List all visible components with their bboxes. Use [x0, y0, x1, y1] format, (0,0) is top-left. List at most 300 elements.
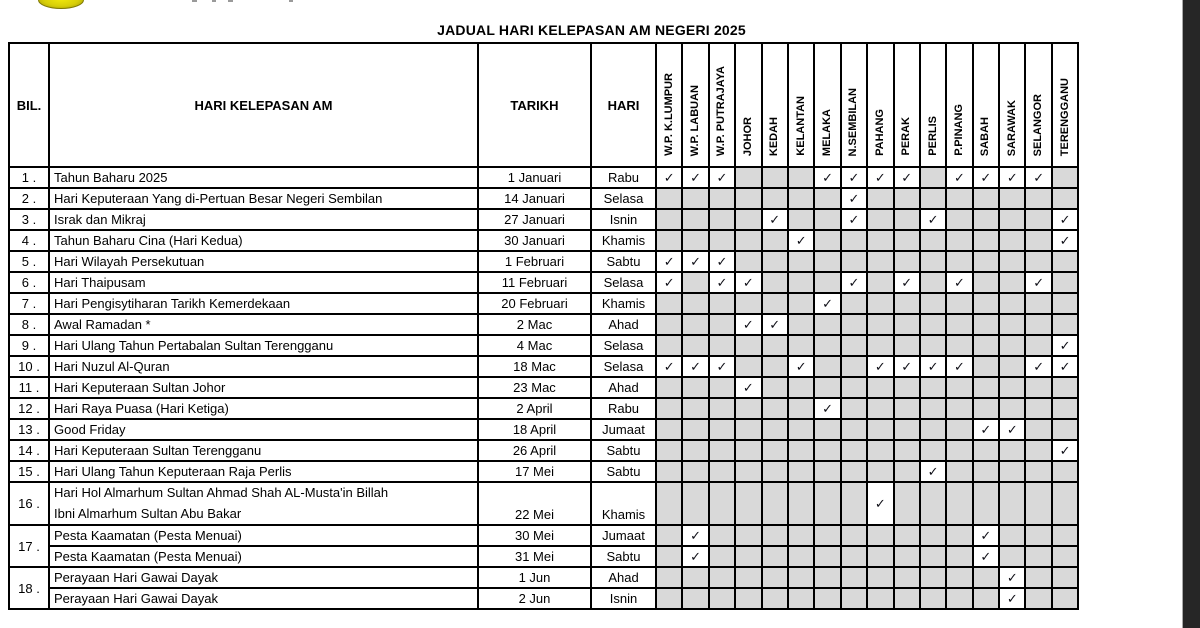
empty-cell-terengganu: [1052, 398, 1078, 419]
column-header-perak: [894, 43, 920, 167]
date-cell: 26 April: [478, 440, 591, 461]
check-cell-sabah: ✓: [973, 167, 999, 188]
date-cell: 1 Februari: [478, 251, 591, 272]
empty-cell-sarawak: [999, 314, 1025, 335]
empty-cell-kedah: [762, 188, 788, 209]
empty-cell-melaka: [814, 482, 840, 525]
empty-cell-pahang: [867, 461, 893, 482]
day-cell: Sabtu: [591, 251, 656, 272]
empty-cell-w-p-labuan: [682, 419, 708, 440]
empty-cell-terengganu: [1052, 167, 1078, 188]
column-header-w-p-labuan: [682, 43, 708, 167]
empty-cell-sarawak: [999, 461, 1025, 482]
holiday-table-wrapper: [8, 42, 1079, 610]
empty-cell-sabah: [973, 272, 999, 293]
empty-cell-pahang: [867, 188, 893, 209]
bil-cell: 7 .: [9, 293, 49, 314]
empty-cell-p-pinang: [946, 461, 972, 482]
check-cell-johor: ✓: [735, 377, 761, 398]
check-cell-terengganu: ✓: [1052, 335, 1078, 356]
empty-cell-terengganu: [1052, 419, 1078, 440]
crest-logo-fragment: [38, 0, 84, 9]
empty-cell-perak: [894, 482, 920, 525]
check-cell-melaka: ✓: [814, 293, 840, 314]
table-row: [9, 209, 1078, 230]
empty-cell-sabah: [973, 230, 999, 251]
empty-cell-kedah: [762, 482, 788, 525]
empty-cell-perak: [894, 314, 920, 335]
holiday-name-cell: Pesta Kaamatan (Pesta Menuai): [49, 525, 478, 546]
check-cell-w-p-labuan: ✓: [682, 167, 708, 188]
empty-cell-selangor: [1025, 293, 1051, 314]
empty-cell-kedah: [762, 461, 788, 482]
empty-cell-p-pinang: [946, 188, 972, 209]
empty-cell-perak: [894, 525, 920, 546]
empty-cell-melaka: [814, 230, 840, 251]
holiday-name-cell: Perayaan Hari Gawai Dayak: [49, 567, 478, 588]
empty-cell-perak: [894, 209, 920, 230]
window-edge-scrollbar[interactable]: [1182, 0, 1200, 628]
check-cell-sarawak: ✓: [999, 588, 1025, 609]
empty-cell-w-p-labuan: [682, 188, 708, 209]
day-cell: Isnin: [591, 209, 656, 230]
empty-cell-p-pinang: [946, 525, 972, 546]
bil-cell: 15 .: [9, 461, 49, 482]
check-cell-p-pinang: ✓: [946, 272, 972, 293]
empty-cell-p-pinang: [946, 230, 972, 251]
empty-cell-sabah: [973, 588, 999, 609]
empty-cell-w-p-putrajaya: [709, 440, 735, 461]
empty-cell-w-p-k-lumpur: [656, 335, 682, 356]
check-cell-sabah: ✓: [973, 546, 999, 567]
bil-cell: 5 .: [9, 251, 49, 272]
check-cell-sabah: ✓: [973, 419, 999, 440]
empty-cell-kelantan: [788, 440, 814, 461]
check-cell-w-p-labuan: ✓: [682, 356, 708, 377]
empty-cell-terengganu: [1052, 293, 1078, 314]
empty-cell-kedah: [762, 546, 788, 567]
day-cell: Selasa: [591, 272, 656, 293]
empty-cell-perlis: [920, 525, 946, 546]
empty-cell-w-p-putrajaya: [709, 482, 735, 525]
empty-cell-kelantan: [788, 314, 814, 335]
empty-cell-sarawak: [999, 251, 1025, 272]
state-label: TERENGGANU: [1058, 77, 1071, 156]
empty-cell-johor: [735, 335, 761, 356]
empty-cell-perlis: [920, 272, 946, 293]
check-cell-terengganu: ✓: [1052, 356, 1078, 377]
column-header-hari-kelepasan-am: HARI KELEPASAN AM: [49, 43, 478, 167]
bil-cell: 10 .: [9, 356, 49, 377]
empty-cell-terengganu: [1052, 188, 1078, 209]
empty-cell-selangor: [1025, 251, 1051, 272]
empty-cell-kelantan: [788, 167, 814, 188]
empty-cell-johor: [735, 209, 761, 230]
empty-cell-selangor: [1025, 482, 1051, 525]
holiday-name-cell: Tahun Baharu 2025: [49, 167, 478, 188]
check-cell-w-p-k-lumpur: ✓: [656, 251, 682, 272]
empty-cell-w-p-labuan: [682, 293, 708, 314]
empty-cell-johor: [735, 440, 761, 461]
empty-cell-kelantan: [788, 188, 814, 209]
check-cell-kelantan: ✓: [788, 356, 814, 377]
empty-cell-johor: [735, 567, 761, 588]
empty-cell-w-p-putrajaya: [709, 419, 735, 440]
column-header-w-p-putrajaya: [709, 43, 735, 167]
empty-cell-pahang: [867, 209, 893, 230]
table-row: [9, 377, 1078, 398]
empty-cell-p-pinang: [946, 314, 972, 335]
date-cell: 2 Jun: [478, 588, 591, 609]
holiday-name-cell: Awal Ramadan *: [49, 314, 478, 335]
empty-cell-p-pinang: [946, 209, 972, 230]
empty-cell-sabah: [973, 461, 999, 482]
holiday-name-line: Ibni Almarhum Sultan Abu Bakar: [54, 505, 242, 521]
empty-cell-melaka: [814, 440, 840, 461]
holiday-name-cell: Hari Nuzul Al-Quran: [49, 356, 478, 377]
empty-cell-kedah: [762, 525, 788, 546]
cropped-text-fragment: [289, 0, 293, 2]
empty-cell-kelantan: [788, 419, 814, 440]
empty-cell-n-sembilan: [841, 440, 867, 461]
empty-cell-sarawak: [999, 440, 1025, 461]
table-row: [9, 272, 1078, 293]
day-cell: Ahad: [591, 314, 656, 335]
empty-cell-perak: [894, 188, 920, 209]
empty-cell-perlis: [920, 419, 946, 440]
check-cell-pahang: ✓: [867, 167, 893, 188]
empty-cell-kedah: [762, 398, 788, 419]
empty-cell-terengganu: [1052, 461, 1078, 482]
empty-cell-w-p-labuan: [682, 314, 708, 335]
empty-cell-melaka: [814, 377, 840, 398]
empty-cell-w-p-labuan: [682, 398, 708, 419]
empty-cell-n-sembilan: [841, 335, 867, 356]
empty-cell-sarawak: [999, 272, 1025, 293]
date-cell: 27 Januari: [478, 209, 591, 230]
holiday-name-cell: Pesta Kaamatan (Pesta Menuai): [49, 546, 478, 567]
column-header-w-p-k-lumpur: [656, 43, 682, 167]
empty-cell-perak: [894, 251, 920, 272]
empty-cell-terengganu: [1052, 546, 1078, 567]
empty-cell-w-p-labuan: [682, 588, 708, 609]
empty-cell-kedah: [762, 167, 788, 188]
bil-cell: 17 .: [9, 525, 49, 567]
empty-cell-n-sembilan: [841, 567, 867, 588]
empty-cell-sabah: [973, 314, 999, 335]
column-header-melaka: [814, 43, 840, 167]
empty-cell-perak: [894, 567, 920, 588]
empty-cell-w-p-putrajaya: [709, 398, 735, 419]
state-label: MELAKA: [821, 108, 834, 156]
state-label: PERLIS: [926, 116, 939, 156]
check-cell-sabah: ✓: [973, 525, 999, 546]
empty-cell-w-p-k-lumpur: [656, 567, 682, 588]
empty-cell-kelantan: [788, 461, 814, 482]
holiday-table: [8, 42, 1079, 610]
empty-cell-kedah: [762, 440, 788, 461]
date-cell: 22 Mei: [478, 482, 591, 525]
empty-cell-w-p-labuan: [682, 567, 708, 588]
column-header-sarawak: [999, 43, 1025, 167]
empty-cell-pahang: [867, 272, 893, 293]
empty-cell-johor: [735, 188, 761, 209]
date-cell: 4 Mac: [478, 335, 591, 356]
empty-cell-w-p-k-lumpur: [656, 209, 682, 230]
empty-cell-perlis: [920, 293, 946, 314]
empty-cell-perak: [894, 230, 920, 251]
empty-cell-w-p-k-lumpur: [656, 419, 682, 440]
date-cell: 17 Mei: [478, 461, 591, 482]
empty-cell-w-p-labuan: [682, 209, 708, 230]
empty-cell-kelantan: [788, 293, 814, 314]
empty-cell-kedah: [762, 251, 788, 272]
empty-cell-melaka: [814, 209, 840, 230]
empty-cell-w-p-k-lumpur: [656, 293, 682, 314]
date-cell: 18 Mac: [478, 356, 591, 377]
day-cell: Khamis: [591, 230, 656, 251]
empty-cell-johor: [735, 546, 761, 567]
empty-cell-n-sembilan: [841, 398, 867, 419]
check-cell-melaka: ✓: [814, 398, 840, 419]
empty-cell-johor: [735, 398, 761, 419]
column-header-p-pinang: [946, 43, 972, 167]
check-cell-perlis: ✓: [920, 356, 946, 377]
empty-cell-sarawak: [999, 377, 1025, 398]
empty-cell-kedah: [762, 567, 788, 588]
empty-cell-sarawak: [999, 293, 1025, 314]
table-row: [9, 482, 1078, 525]
table-row: [9, 461, 1078, 482]
bil-cell: 18 .: [9, 567, 49, 609]
date-cell: 18 April: [478, 419, 591, 440]
check-cell-terengganu: ✓: [1052, 230, 1078, 251]
day-cell: Ahad: [591, 377, 656, 398]
table-row: [9, 419, 1078, 440]
empty-cell-p-pinang: [946, 440, 972, 461]
empty-cell-pahang: [867, 293, 893, 314]
empty-cell-pahang: [867, 546, 893, 567]
empty-cell-w-p-labuan: [682, 230, 708, 251]
empty-cell-w-p-putrajaya: [709, 230, 735, 251]
date-cell: 23 Mac: [478, 377, 591, 398]
check-cell-selangor: ✓: [1025, 167, 1051, 188]
empty-cell-selangor: [1025, 419, 1051, 440]
empty-cell-kelantan: [788, 525, 814, 546]
empty-cell-kedah: [762, 293, 788, 314]
table-row: [9, 546, 1078, 567]
bil-cell: 16 .: [9, 482, 49, 525]
bil-cell: 4 .: [9, 230, 49, 251]
bil-cell: 8 .: [9, 314, 49, 335]
table-row: [9, 440, 1078, 461]
empty-cell-sarawak: [999, 546, 1025, 567]
holiday-name-cell: Israk dan Mikraj: [49, 209, 478, 230]
day-cell: Selasa: [591, 188, 656, 209]
date-cell: 30 Januari: [478, 230, 591, 251]
check-cell-sarawak: ✓: [999, 567, 1025, 588]
empty-cell-sarawak: [999, 230, 1025, 251]
day-cell: Selasa: [591, 356, 656, 377]
check-cell-n-sembilan: ✓: [841, 272, 867, 293]
empty-cell-melaka: [814, 356, 840, 377]
state-label: PAHANG: [873, 109, 886, 156]
day-cell: Jumaat: [591, 525, 656, 546]
empty-cell-sabah: [973, 398, 999, 419]
empty-cell-perak: [894, 377, 920, 398]
table-row: [9, 588, 1078, 609]
check-cell-melaka: ✓: [814, 167, 840, 188]
date-cell: 1 Jun: [478, 567, 591, 588]
bil-cell: 13 .: [9, 419, 49, 440]
date-cell: 2 Mac: [478, 314, 591, 335]
empty-cell-p-pinang: [946, 588, 972, 609]
empty-cell-w-p-putrajaya: [709, 293, 735, 314]
bil-cell: 3 .: [9, 209, 49, 230]
empty-cell-w-p-labuan: [682, 335, 708, 356]
bil-cell: 6 .: [9, 272, 49, 293]
empty-cell-pahang: [867, 230, 893, 251]
empty-cell-pahang: [867, 588, 893, 609]
empty-cell-sarawak: [999, 188, 1025, 209]
check-cell-w-p-putrajaya: ✓: [709, 272, 735, 293]
empty-cell-johor: [735, 293, 761, 314]
empty-cell-kelantan: [788, 546, 814, 567]
check-cell-perlis: ✓: [920, 209, 946, 230]
empty-cell-n-sembilan: [841, 525, 867, 546]
holiday-name-cell: Perayaan Hari Gawai Dayak: [49, 588, 478, 609]
empty-cell-p-pinang: [946, 419, 972, 440]
empty-cell-johor: [735, 461, 761, 482]
state-label: W.P. K.LUMPUR: [662, 73, 675, 156]
empty-cell-w-p-putrajaya: [709, 188, 735, 209]
empty-cell-terengganu: [1052, 567, 1078, 588]
empty-cell-sabah: [973, 293, 999, 314]
day-cell: Sabtu: [591, 546, 656, 567]
empty-cell-perlis: [920, 440, 946, 461]
bil-cell: 12 .: [9, 398, 49, 419]
empty-cell-sabah: [973, 377, 999, 398]
holiday-name-cell: Hari Keputeraan Sultan Johor: [49, 377, 478, 398]
empty-cell-pahang: [867, 398, 893, 419]
empty-cell-johor: [735, 482, 761, 525]
empty-cell-w-p-k-lumpur: [656, 546, 682, 567]
empty-cell-kedah: [762, 230, 788, 251]
column-header-hari: HARI: [591, 43, 656, 167]
column-header-selangor: [1025, 43, 1051, 167]
state-label: N.SEMBILAN: [847, 87, 860, 156]
empty-cell-selangor: [1025, 230, 1051, 251]
cropped-text-fragment: [228, 0, 233, 2]
empty-cell-perak: [894, 398, 920, 419]
date-cell: 11 Februari: [478, 272, 591, 293]
date-cell: 20 Februari: [478, 293, 591, 314]
state-label: W.P. PUTRAJAYA: [715, 65, 728, 156]
holiday-name-cell: Tahun Baharu Cina (Hari Kedua): [49, 230, 478, 251]
day-cell: Sabtu: [591, 461, 656, 482]
empty-cell-perak: [894, 461, 920, 482]
empty-cell-n-sembilan: [841, 461, 867, 482]
empty-cell-sabah: [973, 251, 999, 272]
empty-cell-w-p-k-lumpur: [656, 188, 682, 209]
empty-cell-melaka: [814, 461, 840, 482]
state-label: KEDAH: [768, 116, 781, 156]
empty-cell-p-pinang: [946, 251, 972, 272]
date-cell: 31 Mei: [478, 546, 591, 567]
empty-cell-johor: [735, 588, 761, 609]
table-row: [9, 335, 1078, 356]
empty-cell-perlis: [920, 482, 946, 525]
holiday-name-cell: Hari Wilayah Persekutuan: [49, 251, 478, 272]
day-cell: Khamis: [591, 293, 656, 314]
page-title: JADUAL HARI KELEPASAN AM NEGERI 2025: [437, 22, 746, 38]
empty-cell-w-p-k-lumpur: [656, 482, 682, 525]
empty-cell-sabah: [973, 482, 999, 525]
empty-cell-selangor: [1025, 588, 1051, 609]
empty-cell-terengganu: [1052, 588, 1078, 609]
empty-cell-melaka: [814, 314, 840, 335]
check-cell-p-pinang: ✓: [946, 356, 972, 377]
empty-cell-kedah: [762, 377, 788, 398]
empty-cell-n-sembilan: [841, 588, 867, 609]
empty-cell-perlis: [920, 398, 946, 419]
empty-cell-perlis: [920, 188, 946, 209]
table-row: [9, 525, 1078, 546]
empty-cell-kelantan: [788, 335, 814, 356]
table-row: [9, 314, 1078, 335]
check-cell-johor: ✓: [735, 272, 761, 293]
check-cell-w-p-k-lumpur: ✓: [656, 167, 682, 188]
empty-cell-sabah: [973, 440, 999, 461]
empty-cell-johor: [735, 525, 761, 546]
empty-cell-selangor: [1025, 188, 1051, 209]
check-cell-w-p-labuan: ✓: [682, 251, 708, 272]
date-cell: 14 Januari: [478, 188, 591, 209]
check-cell-pahang: ✓: [867, 356, 893, 377]
check-cell-sarawak: ✓: [999, 419, 1025, 440]
empty-cell-n-sembilan: [841, 546, 867, 567]
empty-cell-w-p-putrajaya: [709, 209, 735, 230]
empty-cell-w-p-putrajaya: [709, 314, 735, 335]
empty-cell-n-sembilan: [841, 482, 867, 525]
empty-cell-sarawak: [999, 209, 1025, 230]
empty-cell-sabah: [973, 188, 999, 209]
holiday-name-cell: Hari Thaipusam: [49, 272, 478, 293]
holiday-name-line: Hari Hol Almarhum Sultan Ahmad Shah AL-Musta'in Billah: [54, 485, 389, 501]
empty-cell-johor: [735, 356, 761, 377]
empty-cell-melaka: [814, 188, 840, 209]
bil-cell: 2 .: [9, 188, 49, 209]
empty-cell-w-p-putrajaya: [709, 588, 735, 609]
empty-cell-w-p-labuan: [682, 272, 708, 293]
empty-cell-n-sembilan: [841, 356, 867, 377]
table-header: [9, 43, 1078, 167]
table-row: [9, 293, 1078, 314]
check-cell-n-sembilan: ✓: [841, 209, 867, 230]
empty-cell-n-sembilan: [841, 377, 867, 398]
empty-cell-selangor: [1025, 525, 1051, 546]
check-cell-w-p-labuan: ✓: [682, 546, 708, 567]
column-header-bil: BIL.: [9, 43, 49, 167]
check-cell-johor: ✓: [735, 314, 761, 335]
empty-cell-terengganu: [1052, 251, 1078, 272]
empty-cell-sarawak: [999, 398, 1025, 419]
holiday-name-cell: Hari Pengisytiharan Tarikh Kemerdekaan: [49, 293, 478, 314]
empty-cell-sarawak: [999, 482, 1025, 525]
empty-cell-n-sembilan: [841, 314, 867, 335]
empty-cell-n-sembilan: [841, 230, 867, 251]
empty-cell-melaka: [814, 567, 840, 588]
